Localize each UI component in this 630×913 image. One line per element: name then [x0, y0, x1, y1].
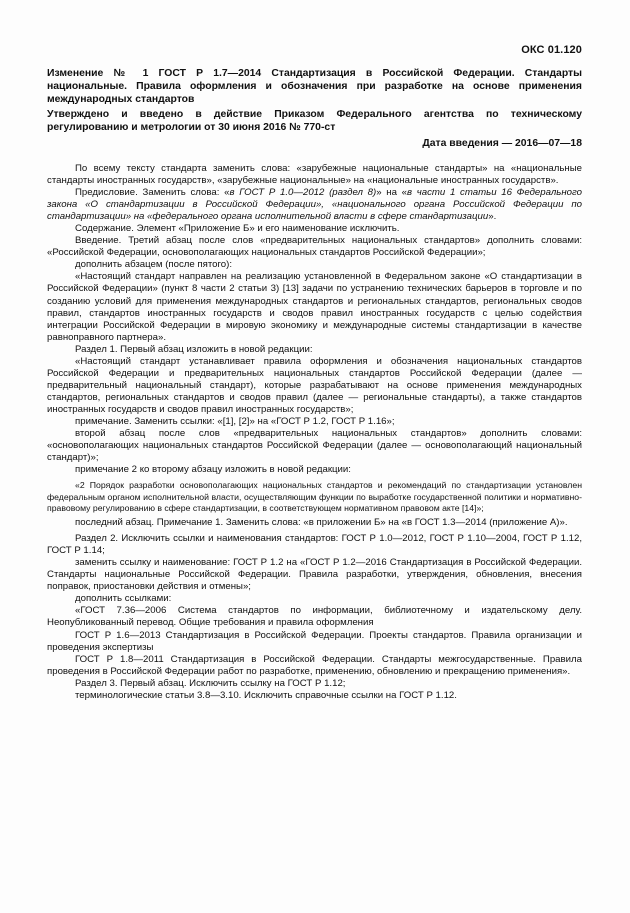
amendment-title: Изменение № 1 ГОСТ Р 1.7—2014 Стандартизация в Российской Федерации. Стандарты национальные. Правила оформления и обозначения при разработке на основе применения международных стандартов	[47, 68, 582, 106]
paragraph: ГОСТ Р 1.8—2011 Стандартизация в Российской Федерации. Стандарты межгосударственные. Правила проведения в Российской Федерации работ по разработке, применению, обновлению и прекращению применения».	[47, 653, 582, 677]
italic-text: в ГОСТ Р 1.0—2012 (раздел 8)	[229, 187, 377, 199]
paragraph: «ГОСТ 7.36—2006 Система стандартов по информации, библиотечному и издательскому делу. Неопубликованный перевод. Общие требования и правила оформления	[47, 605, 582, 629]
italic-text: в части 1 статьи 16 Федерального закона «О стандартизации в Российской Федерации», «национального органа Российской Федерации по стандартизации» на «федерального органа исполнительной власти в сфере стандартизации	[47, 187, 582, 223]
approval-note: Утверждено и введено в действие Приказом Федерального агентства по техническому регулированию и метрологии от 30 июня 2016 № 770-ст	[47, 109, 582, 134]
paragraph: дополнить абзацем (после пятого):	[75, 259, 233, 271]
paragraph: дополнить ссылками:	[75, 593, 172, 605]
paragraph: По всему тексту стандарта заменить слова: «зарубежные национальные стандарты» на «национальные стандарты иностранных государств», «зарубежные национальные» на «национальные иностранных государств».	[47, 163, 582, 187]
paragraph: второй абзац после слов «предварительных национальных стандартов» дополнить словами: «основополагающих национальных стандартов Российской Федерации (далее — основополагающий национальный стандарт)»;	[47, 428, 582, 464]
paragraph: терминологические статьи 3.8—3.10. Исключить справочные ссылки на ГОСТ Р 1.12.	[75, 689, 457, 701]
text-run: ».	[488, 211, 497, 223]
paragraph: примечание 2 ко второму абзацу изложить в новой редакции:	[75, 464, 351, 476]
paragraph: Раздел 2. Исключить ссылки и наименования стандартов: ГОСТ Р 1.0—2012, ГОСТ Р 1.10—2004, ГОСТ Р 1.12, ГОСТ Р 1.14;	[47, 533, 582, 557]
note-paragraph: «2 Порядок разработки основополагающих национальных стандартов и рекомендаций по стандартизации установлен федеральным органом исполнительной власти, осуществляющим функции по выработке государственной политики и нормативно-правовому регулированию в сфере стандартизации, в соответствующем нормативном правовом акте [14]»;	[47, 480, 582, 513]
paragraph: «Настоящий стандарт направлен на реализацию установленной в Федеральном законе «О стандартизации в Российской Федерации» (пункт 8 части 2 статьи 3) [13] задачи по устранению технических барьеров в торговле и по созданию условий для применения международных стандартов и региональных стандартов, региональных сводов правил, стандартов иностранных государств и сводов правил иностранных государств с целью содействия интеграции Российской Федерации в мировую экономику и международные системы стандартизации в качестве равноправного партнера».	[47, 271, 582, 343]
introduction-date: Дата введения — 2016—07—18	[422, 138, 582, 149]
oks-code: ОКС 01.120	[521, 44, 582, 56]
paragraph: примечание. Заменить ссылки: «[1], [2]» на «ГОСТ Р 1.2, ГОСТ Р 1.16»;	[75, 415, 395, 427]
paragraph: «Настоящий стандарт устанавливает правила оформления и обозначения национальных стандартов Российской Федерации и предварительных национальных стандартов Российской Федерации (далее — предварительный национальный стандарт), которые разрабатывают на основе применения международных стандартов, региональных стандартов и сводов правил (далее — региональные стандарты), а также стандартов иностранных государств и сводов правил иностранных государств»;	[47, 355, 582, 415]
paragraph: Раздел 1. Первый абзац изложить в новой редакции:	[75, 343, 313, 355]
paragraph: заменить ссылку и наименование: ГОСТ Р 1.2 на «ГОСТ Р 1.2—2016 Стандартизация в Российской Федерации. Стандарты национальные Российской Федерации. Правила разработки, утверждения, обновления, внесения поправок, приостановки действия и отмены»;	[47, 557, 582, 593]
amendment-body	[47, 163, 582, 702]
paragraph-preface	[47, 187, 582, 223]
paragraph: Содержание. Элемент «Приложение Б» и его наименование исключить.	[75, 223, 400, 235]
paragraph: ГОСТ Р 1.6—2013 Стандартизация в Российской Федерации. Проекты стандартов. Правила организации и проведения экспертизы	[47, 629, 582, 653]
text-run: » на «	[376, 187, 408, 199]
paragraph: последний абзац. Примечание 1. Заменить слова: «в приложении Б» на «в ГОСТ 1.3—2014 (приложение А)».	[75, 517, 568, 529]
paragraph: Раздел 3. Первый абзац. Исключить ссылку на ГОСТ Р 1.12;	[75, 677, 346, 689]
text-run: Предисловие. Заменить слова: «	[75, 187, 230, 199]
paragraph: Введение. Третий абзац после слов «предварительных национальных стандартов» дополнить словами: «Российской Федерации, основополагающих национальных стандартов Российской Федерации»;	[47, 235, 582, 259]
